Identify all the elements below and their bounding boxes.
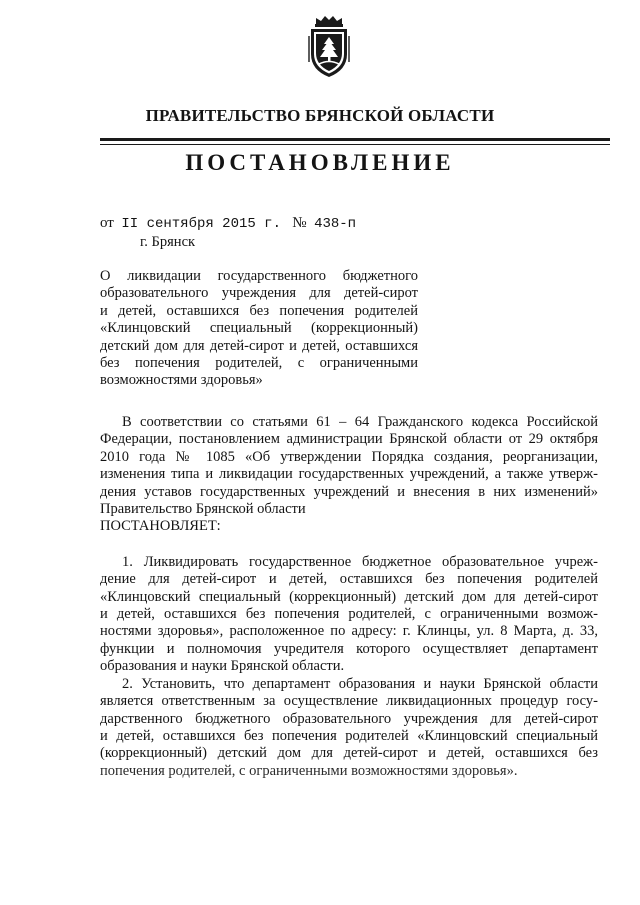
preamble-line: В соответствии со статьями 61 – 64 Гражданского кодекса Российской [122,414,598,430]
preamble-line: изменения типа и ликвидации государственных учреждений, а также утверж- [100,466,598,483]
date-prefix: от [100,215,114,231]
item-line: 1. Ликвидировать государственное бюджетное образовательное учреж- [122,553,598,570]
item-line: и детей, оставшихся без попечения родителей, с ограниченными возмож- [100,606,598,623]
preamble-line: Федерации, постановлением администрации Брянской области от 29 октября [100,431,598,448]
header-rule-thick [100,138,610,141]
item-line: образования и науки Брянской области. [100,658,345,675]
coat-of-arms-emblem [303,14,355,80]
document-body [100,414,598,780]
preamble-paragraph [100,414,598,536]
header-rule-thin [100,144,610,145]
subject-line: без попечения родителей, с ограниченными [100,355,418,372]
preamble-line: 2010 года № 1085 «Об утверждении Порядка создания, реорганизации, [100,448,598,465]
subject-line: О ликвидации государственного бюджетного [100,268,418,284]
subject-block [100,268,418,390]
preamble-line: Правительство Брянской области [100,501,306,518]
item-line: является ответственным за осуществление ликвидационных процедур госу- [100,693,598,710]
item-line: (коррекционный) детский дом для детей-сирот и детей, оставшихся без [100,745,598,762]
document-date: II сентября 2015 г. [121,216,281,232]
item-line: попечения родителей, с ограниченными возможностями здоровья». [100,762,518,779]
document-number: 438-п [314,216,357,232]
item-line: дарственного бюджетного образовательного учреждения для детей-сирот [100,710,598,727]
number-sign: № [292,215,307,231]
item-line: дение для детей-сирот и детей, оставшихся без попечения родителей [100,571,598,588]
item-line: и детей, оставшихся без попечения родителей «Клинцовский специальный [100,727,598,744]
item-line: ностями здоровья», расположенное по адресу: г. Клинцы, ул. 8 Марта, д. 33, [100,623,598,640]
subject-line: «Клинцовский специальный (коррекционный) [100,320,418,337]
date-number-line [100,215,356,232]
subject-line: образовательного учреждения для детей-сирот [100,285,418,302]
item-line: 2. Установить, что департамент образования и науки Брянской области [122,675,598,692]
item-line: функции и полномочия учредителя которого осуществляет департамент [100,640,598,657]
item-line: «Клинцовский специальный (коррекционный) детский дом для детей-сирот [100,588,598,605]
document-city: г. Брянск [140,234,196,250]
government-title: ПРАВИТЕЛЬСТВО БРЯНСКОЙ ОБЛАСТИ [145,106,495,125]
item-2-paragraph [100,676,598,780]
resolves-keyword: ПОСТАНОВЛЯЕТ: [100,518,221,535]
item-1-paragraph [100,554,598,676]
subject-line: возможностями здоровья» [100,372,263,389]
subject-line: детский дом для детей-сирот и детей, оставшихся [100,337,418,354]
preamble-line: дения уставов государственных учреждений и внесения в них изменений» [100,483,598,500]
subject-line: и детей, оставшихся без попечения родителей [100,302,418,319]
document-type-heading: ПОСТАНОВЛЕНИЕ [185,150,455,175]
